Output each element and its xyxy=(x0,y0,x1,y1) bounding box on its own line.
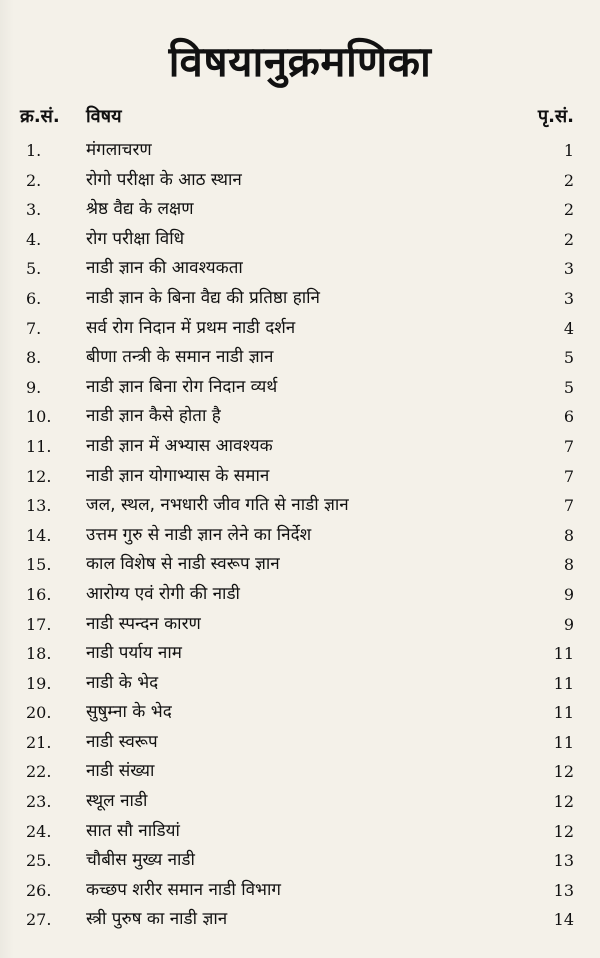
entry-serial-number: 5. xyxy=(26,259,42,279)
entry-topic: सर्व रोग निदान में प्रथम नाडी दर्शन xyxy=(86,317,296,338)
entry-serial-number: 7. xyxy=(26,318,42,338)
entry-serial-number: 25. xyxy=(26,851,52,871)
entry-page-number: 2 xyxy=(563,170,574,190)
entry-page-number: 11 xyxy=(553,732,574,752)
entry-topic: नाडी स्वरूप xyxy=(86,731,158,752)
toc-header xyxy=(20,104,574,132)
entry-serial-number: 10. xyxy=(26,407,52,427)
entry-page-number: 11 xyxy=(553,644,574,664)
entry-topic: रोगो परीक्षा के आठ स्थान xyxy=(86,169,242,190)
entry-serial-number: 8. xyxy=(26,348,42,368)
entry-topic: जल, स्थल, नभधारी जीव गति से नाडी ज्ञान xyxy=(86,495,349,516)
entry-serial-number: 20. xyxy=(26,703,52,723)
entry-topic: श्रेष्ठ वैद्य के लक्षण xyxy=(86,199,194,220)
entry-page-number: 1 xyxy=(563,141,574,160)
entry-topic: नाडी ज्ञान में अभ्यास आवश्यक xyxy=(86,435,273,456)
entry-topic: नाडी ज्ञान बिना रोग निदान व्यर्थ xyxy=(86,376,278,397)
entry-serial-number: 17. xyxy=(26,614,52,634)
entry-serial-number: 27. xyxy=(26,910,52,930)
entry-serial-number: 1. xyxy=(26,141,42,160)
entry-serial-number: 2. xyxy=(26,170,42,190)
entry-topic: बीणा तन्त्री के समान नाडी ज्ञान xyxy=(86,347,274,368)
entry-serial-number: 18. xyxy=(26,644,52,664)
entry-topic: नाडी ज्ञान योगाभ्यास के समान xyxy=(86,465,270,486)
entry-page-number: 7 xyxy=(563,436,574,456)
entry-page-number: 9 xyxy=(563,614,574,634)
entry-topic: नाडी स्पन्दन कारण xyxy=(86,613,201,634)
toc-entry xyxy=(20,639,574,669)
entry-serial-number: 3. xyxy=(26,200,42,220)
toc-entry xyxy=(20,817,574,847)
toc-entry xyxy=(20,728,574,758)
entry-page-number: 13 xyxy=(553,851,574,871)
toc-entry xyxy=(20,876,574,906)
entry-serial-number: 9. xyxy=(26,377,42,397)
entry-page-number: 2 xyxy=(563,229,574,249)
entry-topic: मंगलाचरण xyxy=(86,140,152,160)
page-title: विषयानुक्रमणिका xyxy=(168,37,432,86)
toc-entry xyxy=(20,757,574,787)
entry-page-number: 11 xyxy=(553,673,574,693)
entry-topic: नाडी पर्याय नाम xyxy=(86,643,182,664)
entry-topic: आरोग्य एवं रोगी की नाडी xyxy=(86,583,240,604)
entry-page-number: 13 xyxy=(553,880,574,900)
toc-entry xyxy=(20,550,574,580)
entry-topic: उत्तम गुरु से नाडी ज्ञान लेने का निर्देश xyxy=(86,524,312,545)
entry-page-number: 8 xyxy=(563,555,574,575)
header-page-number: पृ.सं. xyxy=(537,106,574,127)
toc-entry xyxy=(20,195,574,225)
toc-entry xyxy=(20,432,574,462)
entry-page-number: 14 xyxy=(553,910,574,930)
toc-entry xyxy=(20,343,574,373)
table-of-contents xyxy=(20,136,574,935)
entry-topic: सुषुम्ना के भेद xyxy=(86,702,172,723)
entry-topic: नाडी ज्ञान कैसे होता है xyxy=(86,406,221,427)
entry-serial-number: 21. xyxy=(26,732,52,752)
entry-page-number: 12 xyxy=(553,821,574,841)
entry-serial-number: 11. xyxy=(26,436,52,456)
entry-page-number: 7 xyxy=(563,496,574,516)
entry-page-number: 3 xyxy=(563,288,574,308)
entry-serial-number: 12. xyxy=(26,466,52,486)
entry-page-number: 4 xyxy=(563,318,574,338)
toc-entry xyxy=(20,136,574,166)
header-serial-number: क्र.सं. xyxy=(20,106,60,127)
header-topic: विषय xyxy=(86,106,122,127)
entry-serial-number: 15. xyxy=(26,555,52,575)
toc-entry xyxy=(20,462,574,492)
entry-page-number: 12 xyxy=(553,792,574,812)
entry-page-number: 5 xyxy=(563,377,574,397)
entry-topic: नाडी संख्या xyxy=(86,761,155,782)
toc-entry xyxy=(20,225,574,255)
entry-topic: सात सौ नाडियां xyxy=(86,820,180,841)
toc-entry xyxy=(20,314,574,344)
entry-page-number: 6 xyxy=(563,407,574,427)
toc-entry xyxy=(20,787,574,817)
entry-topic: रोग परीक्षा विधि xyxy=(86,228,185,249)
entry-serial-number: 13. xyxy=(26,496,52,516)
entry-serial-number: 16. xyxy=(26,584,52,604)
entry-serial-number: 6. xyxy=(26,288,42,308)
entry-topic: चौबीस मुख्य नाडी xyxy=(86,850,195,871)
entry-topic: स्त्री पुरुष का नाडी ज्ञान xyxy=(86,909,228,930)
entry-page-number: 9 xyxy=(563,584,574,604)
entry-serial-number: 14. xyxy=(26,525,52,545)
entry-serial-number: 24. xyxy=(26,821,52,841)
entry-page-number: 7 xyxy=(563,466,574,486)
entry-page-number: 3 xyxy=(563,259,574,279)
toc-entry xyxy=(20,610,574,640)
entry-serial-number: 4. xyxy=(26,229,42,249)
entry-topic: नाडी के भेद xyxy=(86,672,159,693)
toc-entry xyxy=(20,402,574,432)
entry-serial-number: 19. xyxy=(26,673,52,693)
toc-entry xyxy=(20,905,574,935)
toc-entry xyxy=(20,521,574,551)
entry-page-number: 12 xyxy=(553,762,574,782)
toc-entry xyxy=(20,491,574,521)
entry-topic: नाडी ज्ञान की आवश्यकता xyxy=(86,258,243,279)
toc-entry xyxy=(20,284,574,314)
toc-entry xyxy=(20,846,574,876)
toc-entry xyxy=(20,373,574,403)
entry-topic: काल विशेष से नाडी स्वरूप ज्ञान xyxy=(86,554,280,575)
entry-serial-number: 22. xyxy=(26,762,52,782)
toc-entry xyxy=(20,669,574,699)
entry-serial-number: 26. xyxy=(26,880,52,900)
entry-page-number: 5 xyxy=(563,348,574,368)
toc-entry xyxy=(20,698,574,728)
entry-page-number: 8 xyxy=(563,525,574,545)
toc-entry xyxy=(20,254,574,284)
entry-page-number: 11 xyxy=(553,703,574,723)
entry-page-number: 2 xyxy=(563,200,574,220)
entry-topic: कच्छप शरीर समान नाडी विभाग xyxy=(86,879,281,900)
toc-entry xyxy=(20,166,574,196)
entry-topic: स्थूल नाडी xyxy=(86,791,148,812)
entry-serial-number: 23. xyxy=(26,792,52,812)
toc-entry xyxy=(20,580,574,610)
entry-topic: नाडी ज्ञान के बिना वैद्य की प्रतिष्ठा हानि xyxy=(86,287,320,308)
